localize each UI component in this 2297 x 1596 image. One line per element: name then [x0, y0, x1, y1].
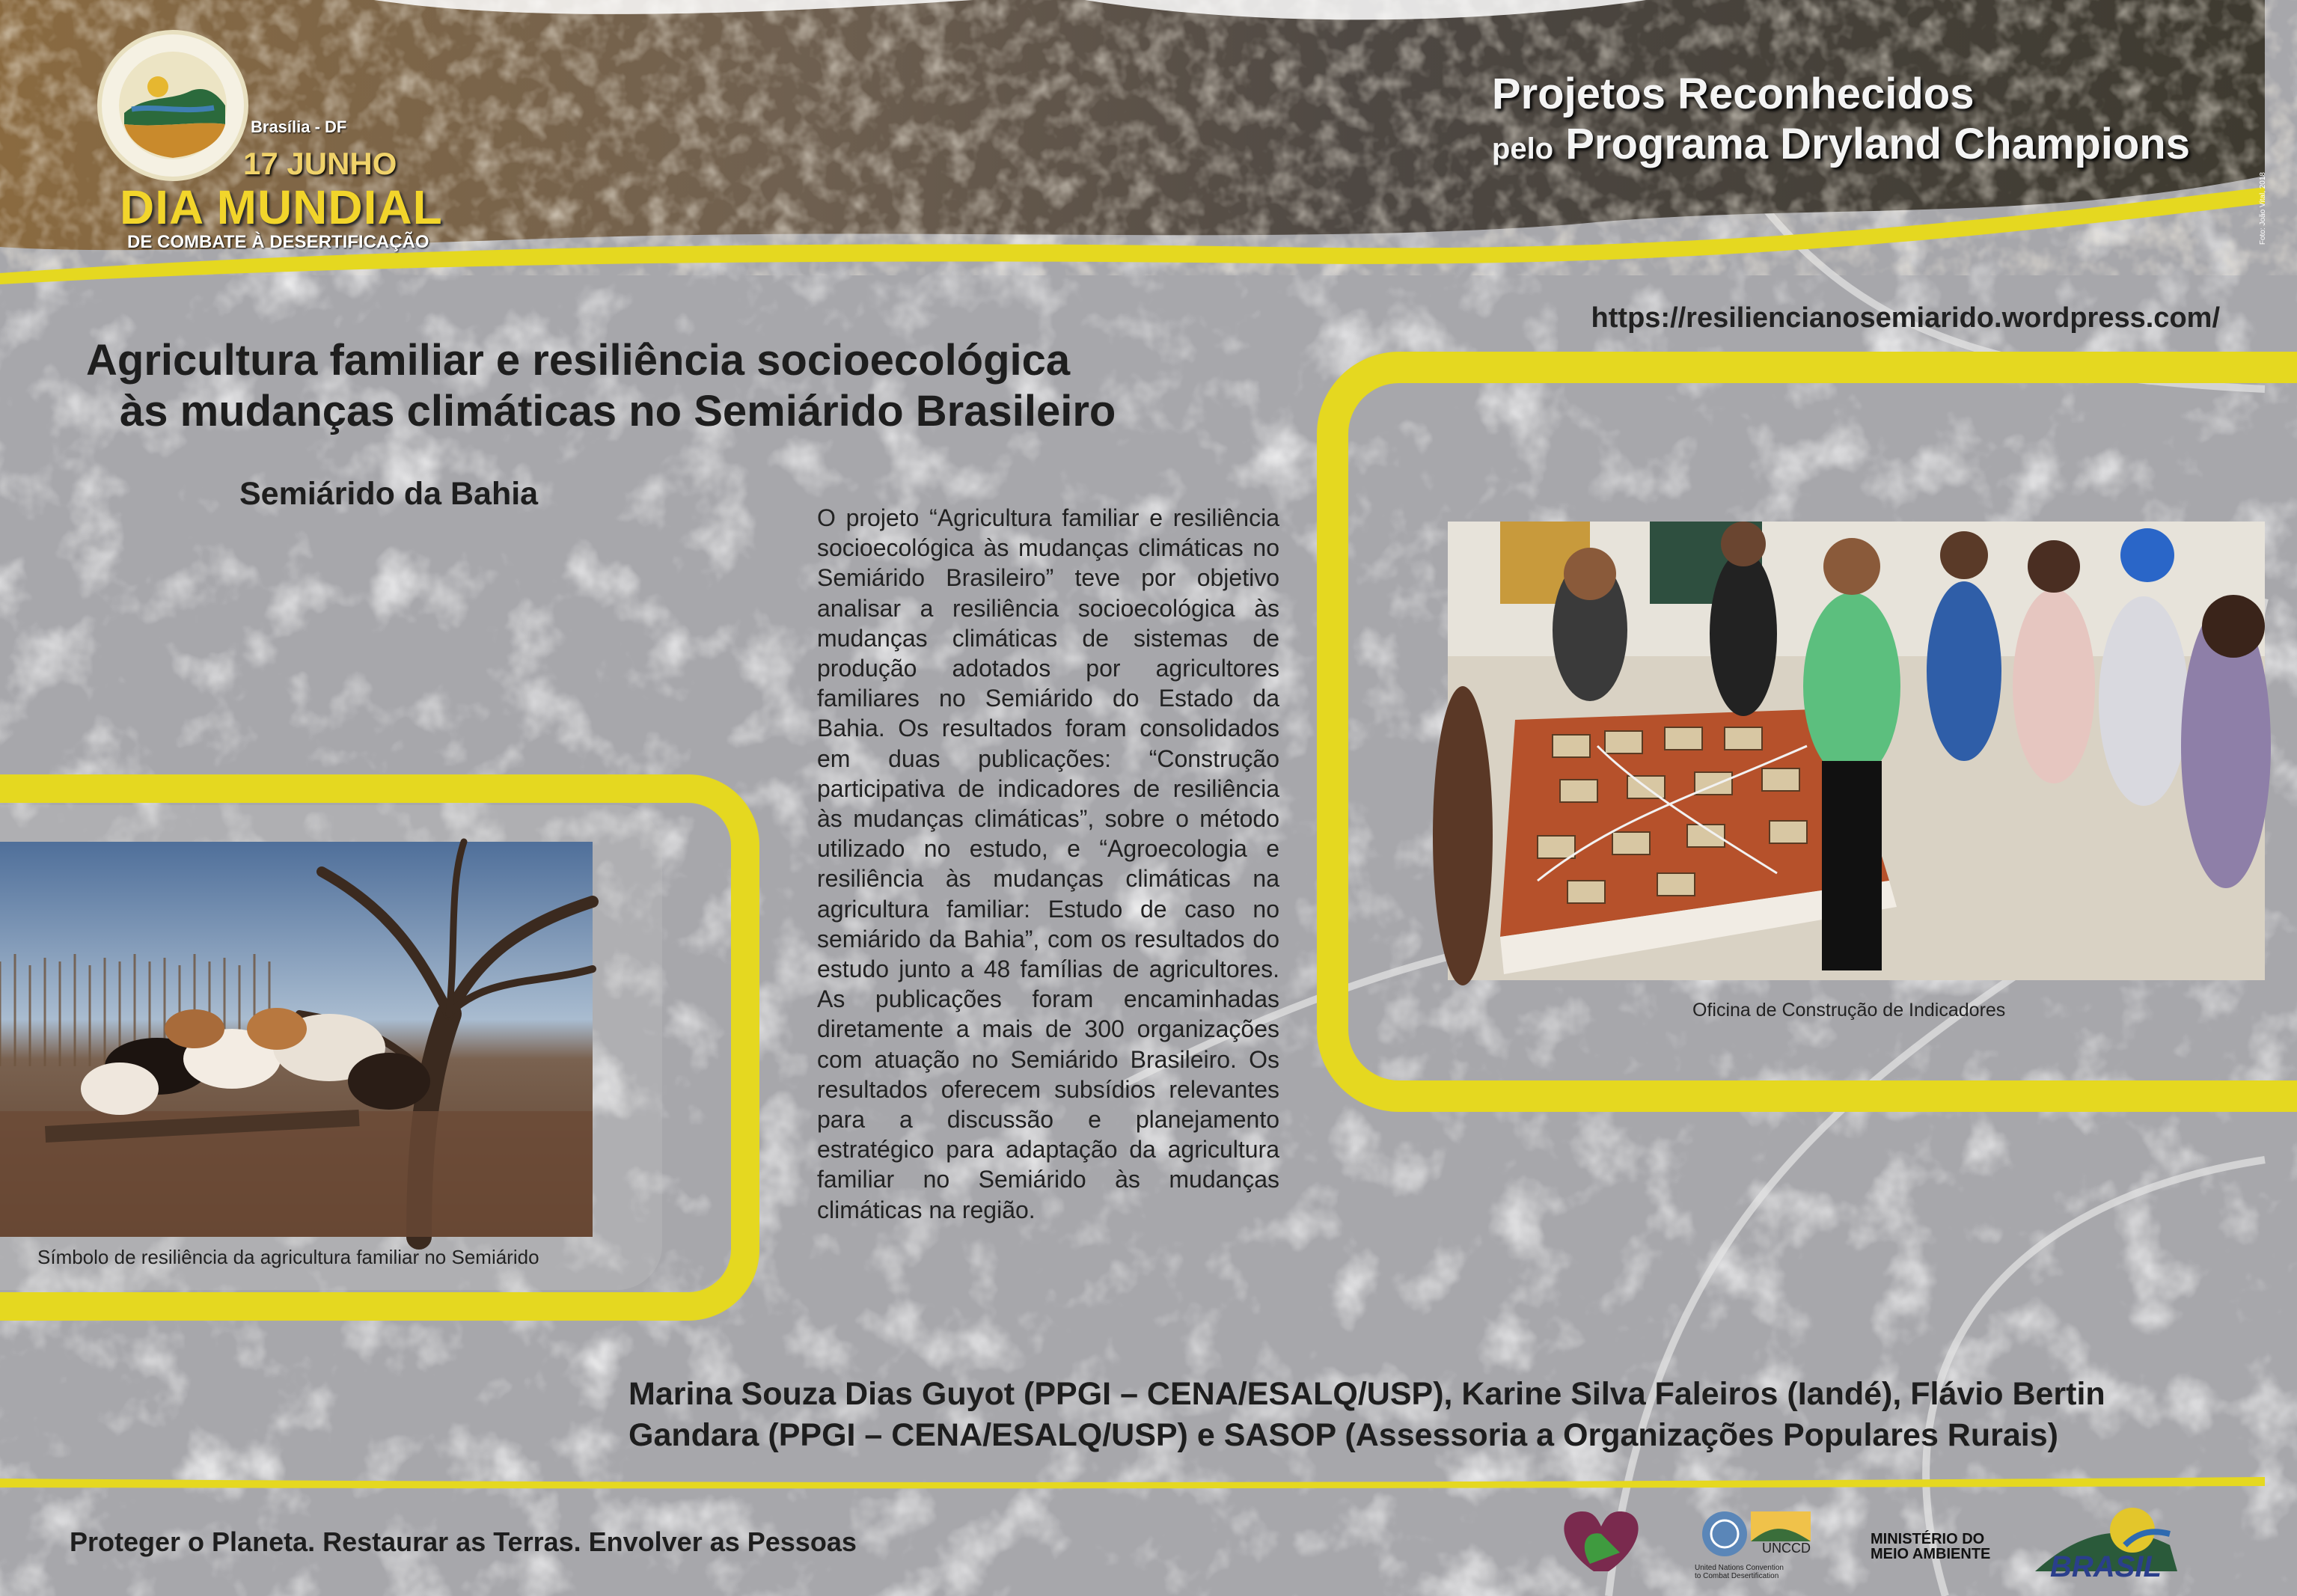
header-title — [1492, 69, 2190, 169]
header-title-main: Programa Dryland Champions — [1565, 120, 2190, 168]
authors-line2: Gandara (PPGI – CENA/ESALQ/USP) e SASOP (Assessoria a Organizações Populares Rurais) — [628, 1417, 2058, 1453]
ministry-line1: MINISTÉRIO DO — [1871, 1531, 1985, 1547]
uncnd-wordmark: UNCCD — [1762, 1541, 1811, 1556]
poster-subtitle: Semiárido da Bahia — [239, 476, 539, 512]
poster-title — [86, 335, 1223, 437]
poster-title-line1: Agricultura familiar e resiliência socioecológica — [86, 336, 1071, 385]
project-url[interactable]: https://resiliencianosemiarido.wordpress.com/ — [1591, 302, 2220, 334]
event-date: 17 JUNHO — [243, 146, 397, 181]
authors-line1: Marina Souza Dias Guyot (PPGI – CENA/ESALQ/USP), Karine Silva Faleiros (Iandé), Flávio Bertin — [628, 1376, 2105, 1412]
header-title-line1: Projetos Reconhecidos — [1491, 70, 1975, 118]
ministry-logo — [1871, 1532, 1990, 1562]
event-location: Brasília - DF — [251, 117, 347, 136]
brasil-wordmark: BRASIL — [2050, 1550, 2162, 1583]
un-emblem-icon — [1702, 1511, 1747, 1556]
ministry-line2: MEIO AMBIENTE — [1871, 1546, 1991, 1562]
project-description: O projeto “Agricultura familiar e resiliência socioecológica às mudanças climáticas no Semiárido Brasileiro” teve por objetivo analisar a resiliência socioecológica às mudanças climáticas de sistemas de produção adotados por agricultores familiares no Semiárido do Estado da Bahia. Os resultados foram consolidados em duas publicações: “Construção participativa de indicadores de resiliência às mudanças climáticas”, sobre o método utilizado no estudo, e “Agroecologia e resiliência às mudanças climáticas na agricultura familiar: Estudo de caso no semiárido da Bahia”, com os resultados do estudo junto a 48 famílias de agricultores. As publicações foram encaminhadas diretamente a mais de 300 organizações com atuação no Semiárido Brasileiro. Os resultados oferecem subsídios relevantes para a discussão e planejamento estratégico para adaptação da agricultura familiar no Semiárido às mudanças climáticas na região. — [817, 504, 1279, 1223]
authors — [628, 1374, 2230, 1456]
heart-hands-icon — [1564, 1511, 1638, 1571]
event-name: DIA MUNDIAL — [120, 180, 443, 234]
poster-title-line2: às mudanças climáticas no Semiárido Brasileiro — [120, 387, 1116, 435]
workshop-photo — [1448, 522, 2265, 980]
caption-right: Oficina de Construção de Indicadores — [1692, 1000, 2006, 1021]
goats-photo — [0, 842, 593, 1237]
header-title-prefix: pelo — [1491, 132, 1554, 165]
footer-yellow-line — [0, 1476, 2265, 1489]
footer-slogan: Proteger o Planeta. Restaurar as Terras. Envolver as Pessoas — [70, 1526, 857, 1557]
photo-credit: Foto: João Vital, 2018 — [2259, 172, 2267, 245]
event-logo — [97, 30, 248, 181]
globe-landscape-icon — [102, 34, 244, 177]
un-convention-text: United Nations Convention to Combat Desertification — [1695, 1564, 1784, 1580]
uncnd-logo-icon — [1751, 1511, 1811, 1541]
event-subtitle: DE COMBATE À DESERTIFICAÇÃO — [127, 232, 429, 252]
header-title-line2 — [1492, 119, 2190, 169]
caption-left: Símbolo de resiliência da agricultura familiar no Semiárido — [37, 1246, 539, 1268]
